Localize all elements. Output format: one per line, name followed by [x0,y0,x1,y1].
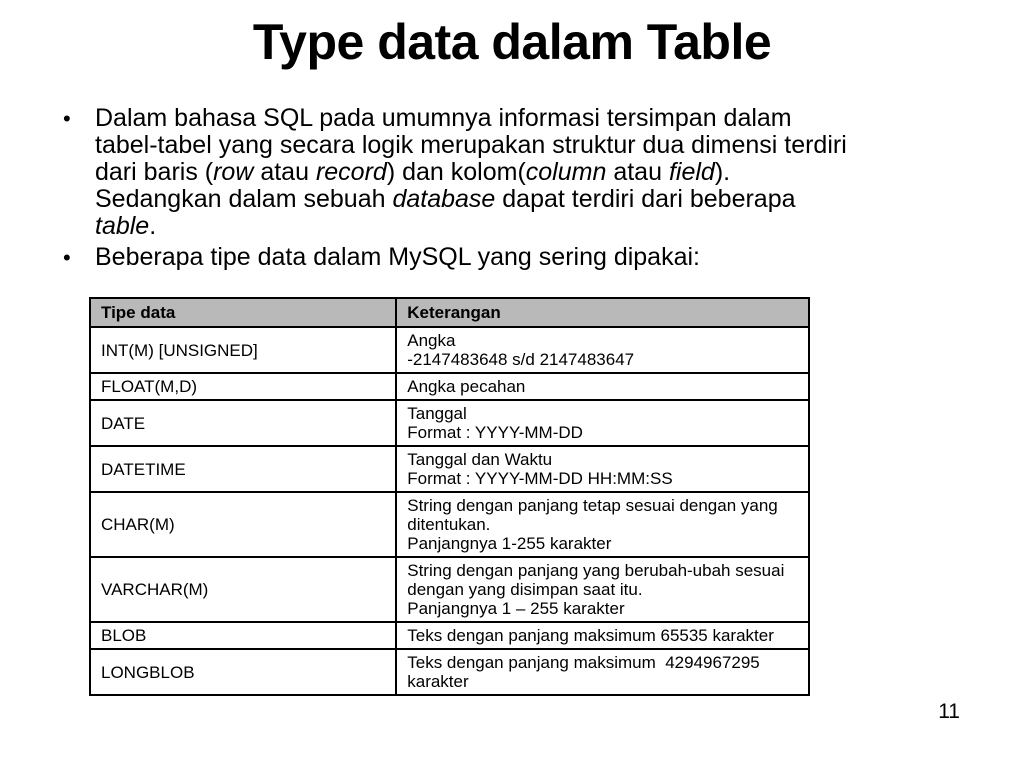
text-run: ) dan kolom( [386,158,526,186]
bullet-line [95,159,847,186]
bullet-item [63,105,983,240]
bullet-icon: • [63,245,71,270]
text-run: dapat terdiri dari beberapa [495,185,796,213]
table-row [90,373,809,400]
table-row [90,492,809,557]
table-header-row [90,298,809,327]
slide-title: Type data dalam Table [252,14,772,70]
keterangan-cell: String dengan panjang yang berubah-ubah sesuai dengan yang disimpan saat itu. Panjangnya 1 – 255 karakter [396,557,809,622]
bullet-text [95,105,847,240]
datatype-table [89,297,810,696]
tipe-cell: INT(M) [UNSIGNED] [90,327,396,373]
keterangan-cell: Angka -2147483648 s/d 2147483647 [396,327,809,373]
bullet-list [63,105,983,271]
header-cell-tipe-data: Tipe data [90,298,396,327]
text-run: Sedangkan dalam sebuah [95,185,393,213]
header-cell-keterangan: Keterangan [396,298,809,327]
table-row [90,446,809,492]
italic-term: record [315,158,387,186]
bullet-line [95,244,700,271]
tipe-cell: VARCHAR(M) [90,557,396,622]
tipe-cell: BLOB [90,622,396,649]
tipe-cell: CHAR(M) [90,492,396,557]
text-run: atau [253,158,316,186]
italic-term: table [95,212,150,240]
bullet-text [95,244,700,271]
italic-term: database [392,185,496,213]
bullet-line [95,213,847,240]
bullet-line [95,132,847,159]
keterangan-cell: Teks dengan panjang maksimum 4294967295 karakter [396,649,809,695]
keterangan-cell: Teks dengan panjang maksimum 65535 karakter [396,622,809,649]
table-row [90,557,809,622]
bullet-line [95,186,847,213]
italic-term: field [668,158,715,186]
text-run: dari baris ( [95,158,214,186]
keterangan-cell: Angka pecahan [396,373,809,400]
table-row [90,327,809,373]
bullet-line [95,105,847,132]
text-run: . [149,212,157,240]
text-run: tabel-tabel yang secara logik merupakan struktur dua dimensi terdiri [95,131,847,159]
text-run: Dalam bahasa SQL pada umumnya informasi tersimpan dalam [95,104,792,132]
bullet-item [63,244,983,271]
italic-term: column [525,158,607,186]
page-number: 11 [938,700,960,723]
tipe-cell: DATE [90,400,396,446]
keterangan-cell: String dengan panjang tetap sesuai dengan yang ditentukan. Panjangnya 1-255 karakter [396,492,809,557]
bullet-icon: • [63,106,71,131]
keterangan-cell: Tanggal dan Waktu Format : YYYY-MM-DD HH:MM:SS [396,446,809,492]
text-run: Beberapa tipe data dalam MySQL yang sering dipakai: [95,243,700,271]
text-run: ). [714,158,731,186]
keterangan-cell: Tanggal Format : YYYY-MM-DD [396,400,809,446]
tipe-cell: DATETIME [90,446,396,492]
italic-term: row [213,158,254,186]
text-run: atau [606,158,669,186]
table-row [90,622,809,649]
tipe-cell: LONGBLOB [90,649,396,695]
table-row [90,649,809,695]
table-row [90,400,809,446]
tipe-cell: FLOAT(M,D) [90,373,396,400]
